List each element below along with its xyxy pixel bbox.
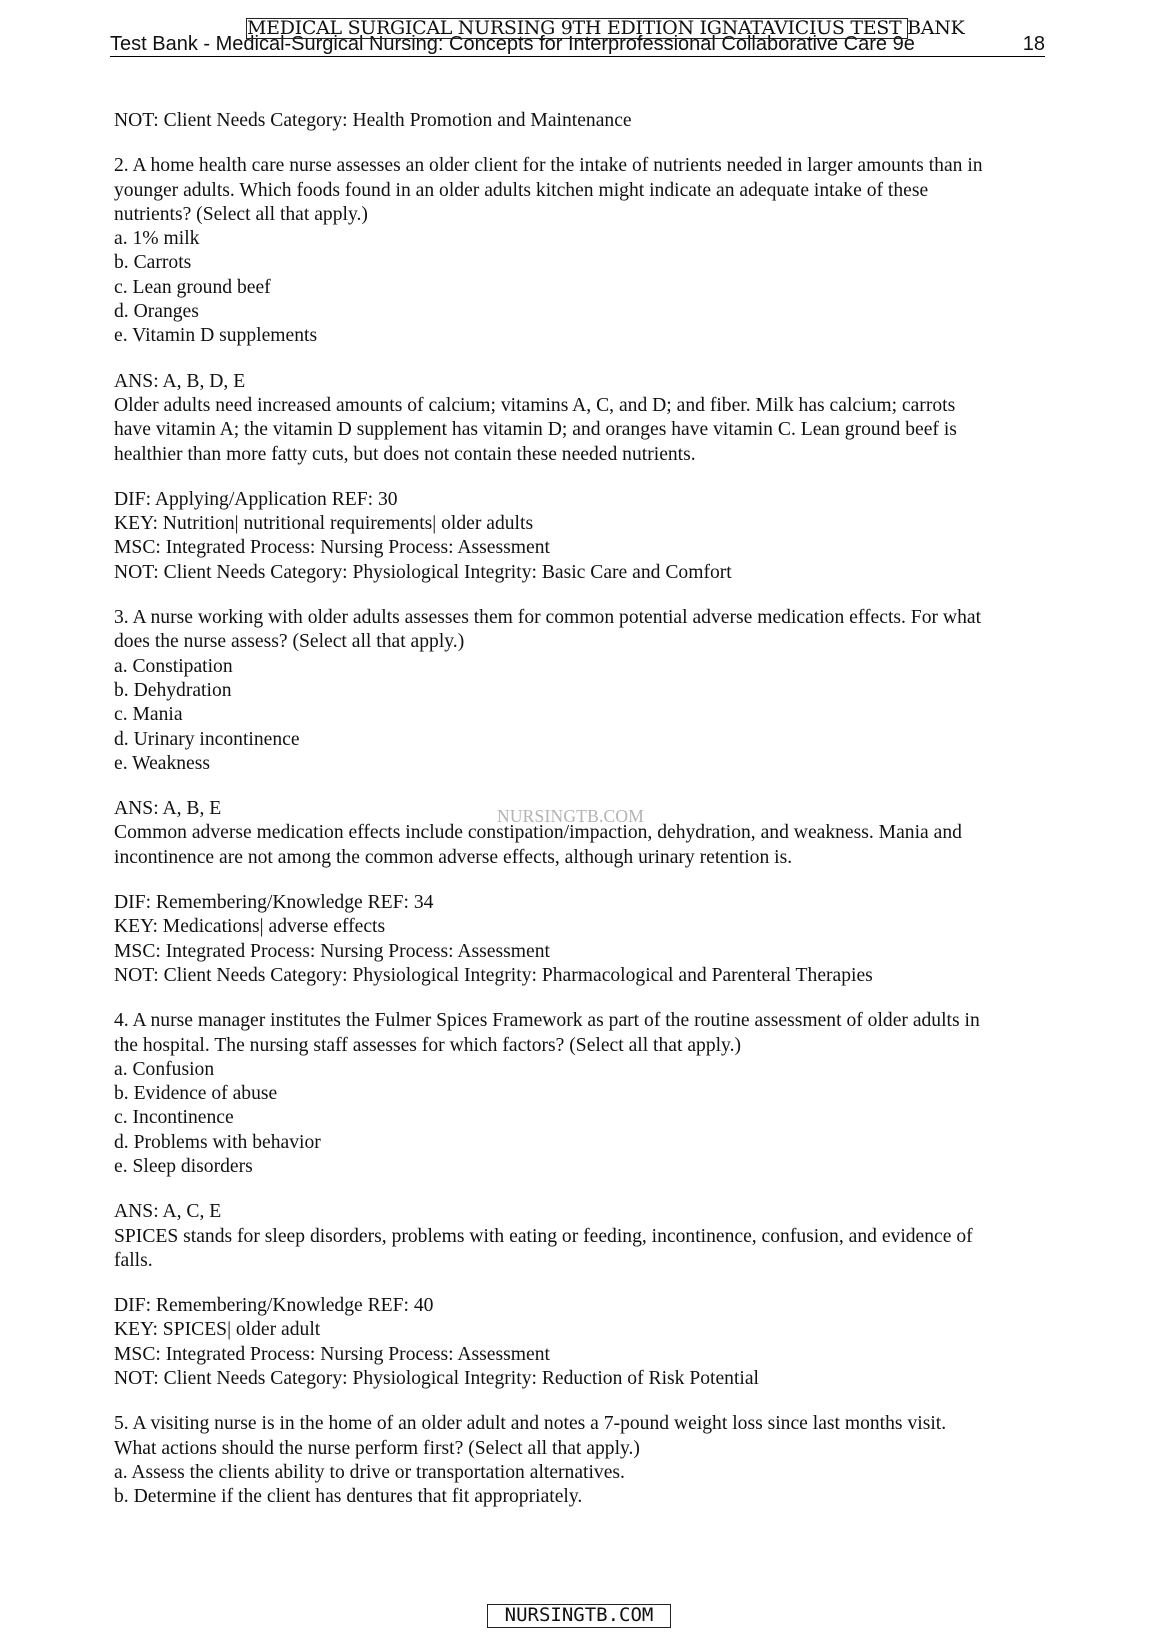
answer: ANS: A, B, D, E — [114, 370, 246, 392]
option-d: d. Urinary incontinence — [114, 728, 300, 750]
answer: ANS: A, B, E — [114, 798, 222, 820]
question-2 — [114, 154, 1054, 585]
option-c: c. Incontinence — [114, 1107, 234, 1129]
meta-key: KEY: Nutrition| nutritional requirements| older adults — [114, 513, 534, 535]
option-a: a. Assess the clients ability to drive or transportation alternatives. — [114, 1461, 625, 1483]
watermark: NURSINGTB.COM — [497, 806, 644, 826]
option-e: e. Vitamin D supplements — [114, 325, 318, 347]
option-b: b. Carrots — [114, 252, 192, 274]
meta-key: KEY: Medications| adverse effects — [114, 916, 386, 938]
rationale-line: Common adverse medication effects include constipation/impaction, dehydration, and weakness. Mania and — [114, 822, 962, 844]
meta-dif: DIF: Remembering/Knowledge REF: 34 — [114, 892, 434, 914]
answer: ANS: A, C, E — [114, 1201, 222, 1223]
running-title: Test Bank - Medical-Surgical Nursing: Concepts for Interprofessional Collaborative Care 9e — [110, 33, 915, 55]
option-e: e. Sleep disorders — [114, 1155, 253, 1177]
option-e: e. Weakness — [114, 752, 210, 774]
option-c: c. Mania — [114, 704, 183, 726]
meta-msc: MSC: Integrated Process: Nursing Process: Assessment — [114, 940, 550, 962]
question-stem-line: the hospital. The nursing staff assesses for which factors? (Select all that apply.) — [114, 1034, 742, 1056]
question-stem-line: What actions should the nurse perform first? (Select all that apply.) — [114, 1437, 640, 1459]
top-note: NOT: Client Needs Category: Health Promotion and Maintenance — [114, 110, 632, 131]
meta-not: NOT: Client Needs Category: Physiological Integrity: Pharmacological and Parenteral Therapies — [114, 964, 873, 986]
option-b: b. Dehydration — [114, 679, 232, 701]
meta-dif: DIF: Remembering/Knowledge REF: 40 — [114, 1295, 434, 1317]
option-a: a. Constipation — [114, 655, 233, 677]
rationale-line: falls. — [114, 1249, 153, 1271]
meta-msc: MSC: Integrated Process: Nursing Process: Assessment — [114, 537, 550, 559]
option-d: d. Oranges — [114, 301, 199, 323]
rationale-line: Older adults need increased amounts of calcium; vitamins A, C, and D; and fiber. Milk has calcium; carrots — [114, 394, 956, 416]
header-stamp: MEDICAL SURGICAL NURSING 9TH EDITION IGNATAVICIUS TEST BANK — [247, 17, 965, 39]
rationale-line: have vitamin A; the vitamin D supplement has vitamin D; and oranges have vitamin C. Lean ground beef is — [114, 419, 957, 441]
meta-not: NOT: Client Needs Category: Physiological Integrity: Reduction of Risk Potential — [114, 1368, 759, 1390]
option-b: b. Determine if the client has dentures that fit appropriately. — [114, 1486, 583, 1508]
footer-stamp: NURSINGTB.COM — [487, 1604, 671, 1628]
question-5 — [114, 1412, 1054, 1509]
question-stem-line: 4. A nurse manager institutes the Fulmer Spices Framework as part of the routine assessment of older adults in — [114, 1010, 980, 1032]
meta-not: NOT: Client Needs Category: Physiological Integrity: Basic Care and Comfort — [114, 561, 732, 583]
question-stem-line: younger adults. Which foods found in an older adults kitchen might indicate an adequate intake of these — [114, 179, 929, 201]
meta-dif: DIF: Applying/Application REF: 30 — [114, 488, 398, 510]
option-c: c. Lean ground beef — [114, 276, 271, 298]
rationale-line: incontinence are not among the common adverse effects, although urinary retention is. — [114, 846, 793, 868]
page-number: 18 — [1022, 33, 1045, 55]
meta-msc: MSC: Integrated Process: Nursing Process: Assessment — [114, 1343, 550, 1365]
option-b: b. Evidence of abuse — [114, 1083, 278, 1105]
option-d: d. Problems with behavior — [114, 1131, 321, 1153]
question-stem-line: 3. A nurse working with older adults assesses them for common potential adverse medication effects. For what — [114, 607, 982, 629]
rationale-line: healthier than more fatty cuts, but does not contain these needed nutrients. — [114, 443, 696, 465]
question-stem-line: 5. A visiting nurse is in the home of an older adult and notes a 7-pound weight loss since last months visit. — [114, 1413, 947, 1435]
question-3 — [114, 606, 1054, 988]
rationale-line: SPICES stands for sleep disorders, problems with eating or feeding, incontinence, confusion, and evidence of — [114, 1225, 973, 1247]
meta-key: KEY: SPICES| older adult — [114, 1319, 321, 1341]
question-stem-line: nutrients? (Select all that apply.) — [114, 203, 368, 225]
question-stem-line: 2. A home health care nurse assesses an older client for the intake of nutrients needed in larger amounts than in — [114, 155, 983, 177]
option-a: a. 1% milk — [114, 228, 200, 250]
option-a: a. Confusion — [114, 1058, 215, 1080]
question-4 — [114, 1009, 1054, 1391]
question-stem-line: does the nurse assess? (Select all that apply.) — [114, 631, 465, 653]
